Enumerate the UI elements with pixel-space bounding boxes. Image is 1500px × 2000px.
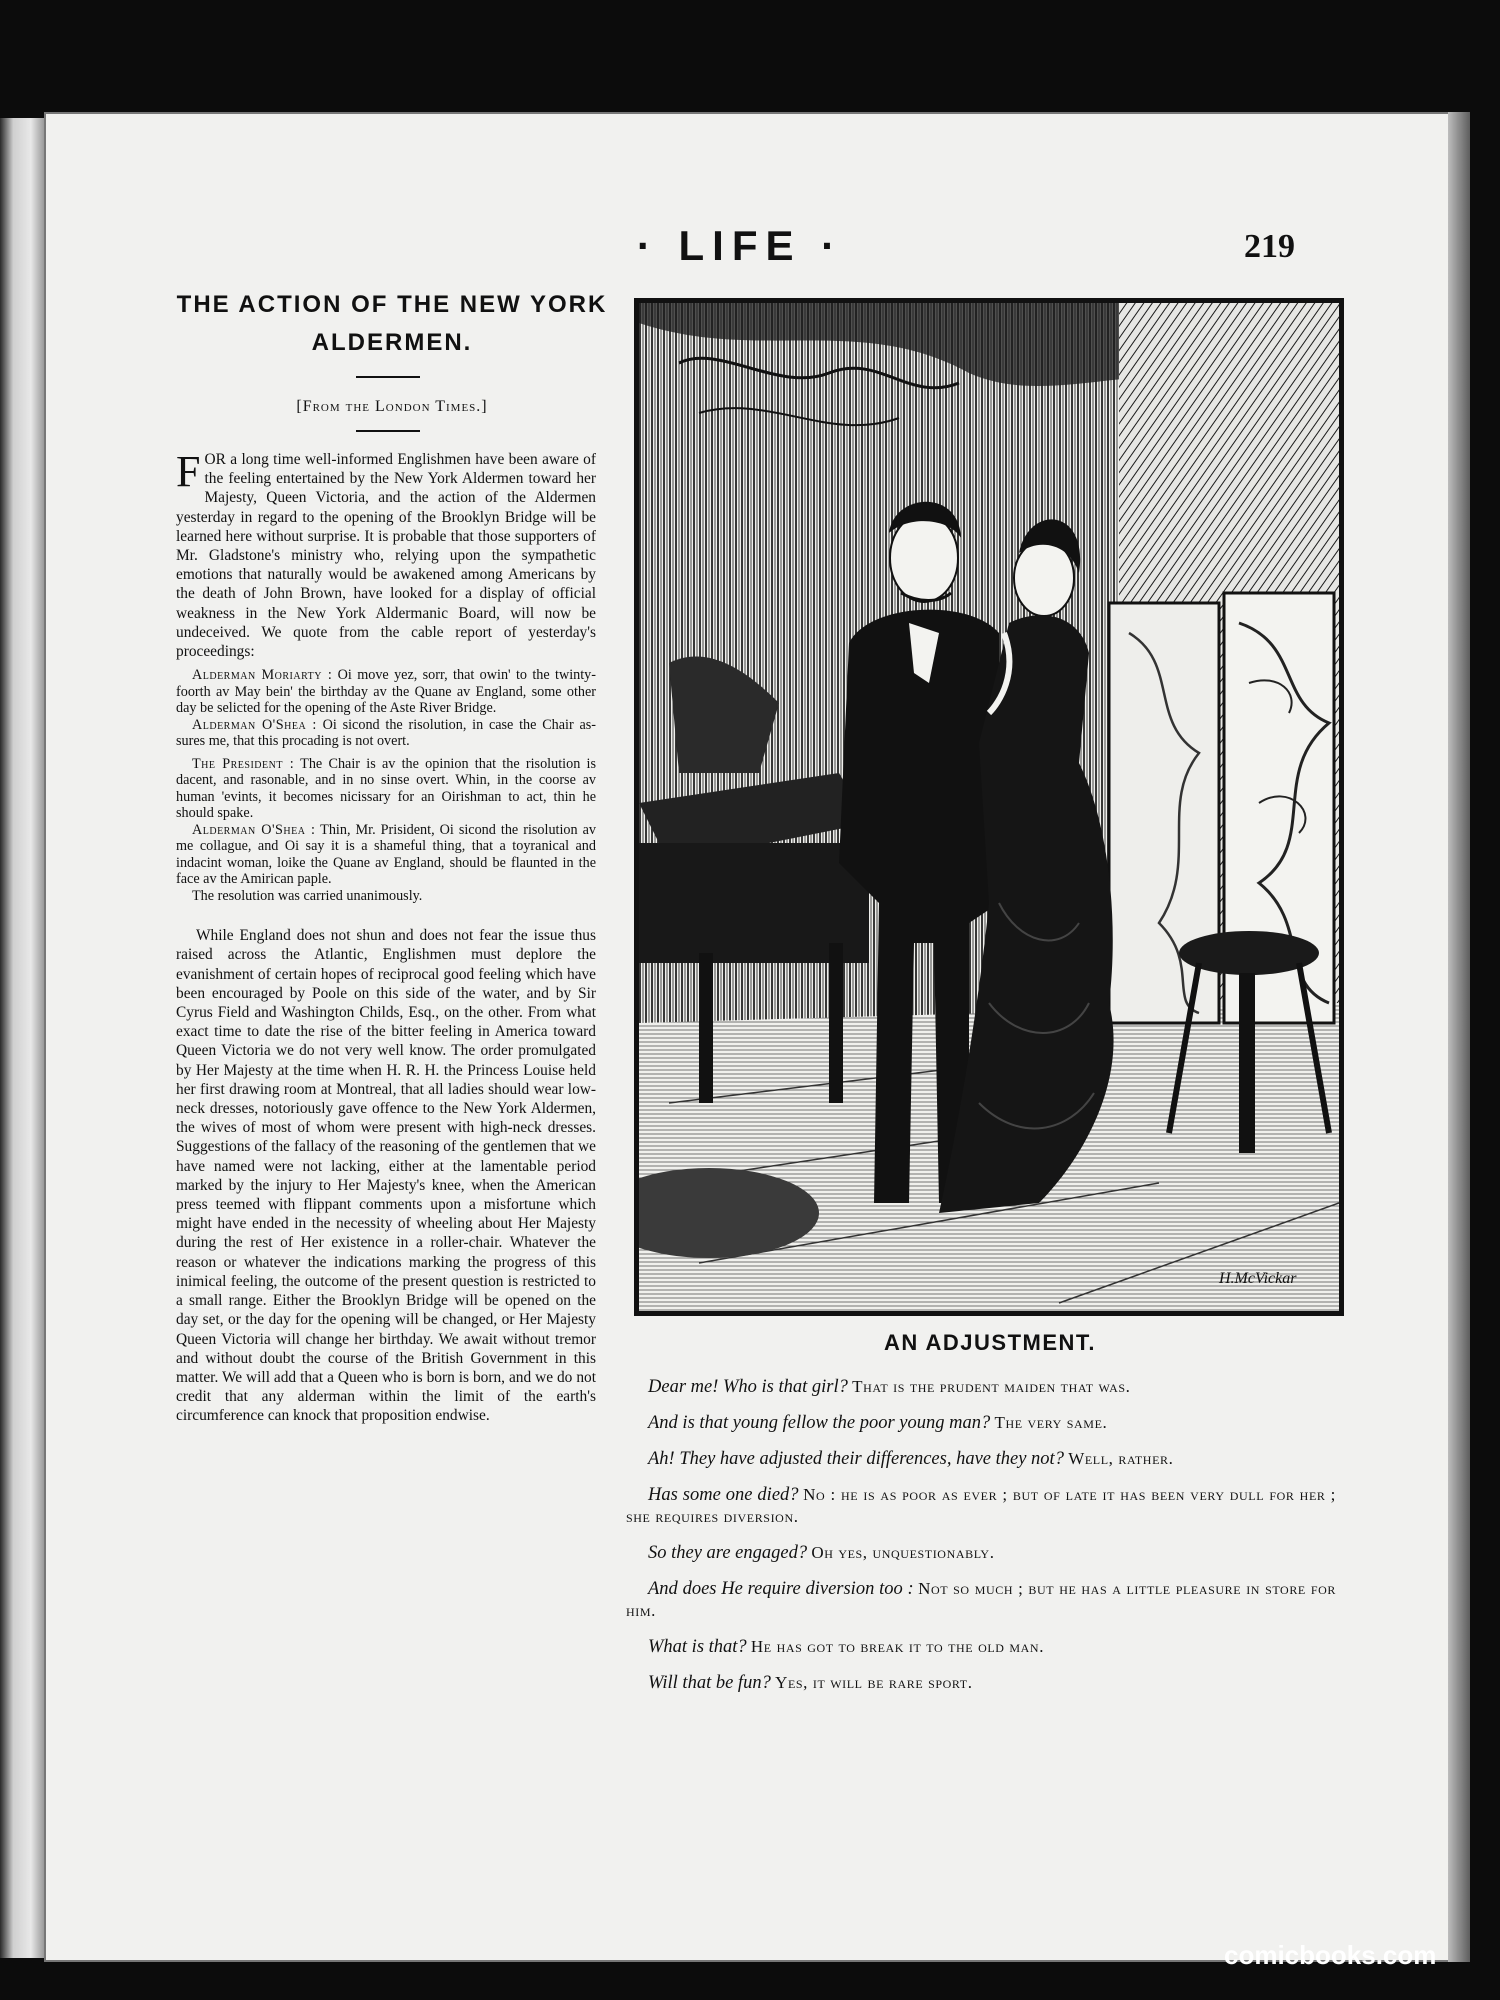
caption-question: And is that young fellow the poor young man?: [648, 1413, 991, 1433]
dialogue-line: [176, 756, 596, 822]
speaker: Alderman O'Shea :: [192, 716, 317, 733]
caption-answer: The very same.: [994, 1413, 1108, 1432]
speech: Thin, Mr. Prisident, Oi sicond the risolution av me collague, and Oi say it is a shameful thing, that a toyranical and indacint woman, loike the Quane av England, should be flaunted in the face av the Amirican paple.: [176, 821, 597, 888]
dialogue-block: [176, 667, 596, 904]
caption-answer: That is the prudent maiden that was.: [852, 1377, 1131, 1396]
artist-signature: H.McVickar: [1219, 1270, 1297, 1287]
site-watermark: comicbooks.com: [1224, 1940, 1437, 1970]
caption-question: What is that?: [648, 1637, 747, 1657]
page-number: 219: [1244, 228, 1295, 265]
caption-line: [626, 1484, 1336, 1528]
caption-question: Will that be fun?: [648, 1673, 771, 1693]
speech: The Chair is av the opinion that the risolution is dacent, and rasonable, and in no sinse overt. Whin, in the coorse av human 'evints, it becomes nicissary for an Oirishman to act, thin he should spake.: [176, 755, 596, 822]
caption-line: [626, 1448, 1336, 1470]
caption-question: Ah! They have adjusted their differences, have they not?: [648, 1449, 1064, 1469]
caption-question: So they are engaged?: [648, 1543, 808, 1563]
caption-line: [626, 1376, 1336, 1398]
speech: Oi move yez, sorr, that owin' to the twinty-foorth av May bein' the birthday av the Quane av England, some other day be selicted for the opening of the Aste River Bridge.: [176, 667, 597, 717]
intro-paragraph: [176, 447, 596, 661]
dialogue-line: [176, 888, 596, 905]
caption-answer: Oh yes, unquestionably.: [811, 1543, 995, 1562]
page-stack-edge: [1448, 112, 1470, 1962]
man-head: [890, 514, 958, 602]
dialogue-line: [176, 667, 596, 717]
caption-line: [626, 1636, 1336, 1658]
caption-question: Has some one died?: [648, 1485, 799, 1505]
left-page-edge: [0, 118, 44, 1958]
masthead: · LIFE ·: [636, 222, 844, 269]
dialogue-line: [176, 717, 596, 750]
drop-cap: F: [176, 447, 201, 496]
article-column: [176, 447, 597, 1426]
speaker: The President :: [192, 755, 295, 772]
engraving-illustration: [639, 303, 1339, 1311]
caption-answer: He has got to break it to the old man.: [750, 1637, 1045, 1656]
caption-question: Dear me! Who is that girl?: [648, 1377, 848, 1397]
illustration-panel: [634, 298, 1344, 1316]
caption-dialogue: [626, 1376, 1336, 1708]
intro-text: OR a long time well-informed Englishmen have been aware of the feeling entertained by the New York Aldermen toward her Majesty, Queen Victoria, and the action of the Aldermen yesterday in regard to the opening of the Brooklyn Bridge will be learned here without surprise. It is probable that those supporters of Mr. Gladstone's ministry who, relying upon the sympathetic emotions that naturally would be awakened among Americans by the death of John Brown, have looked for a display of official weakness in the New York Aldermanic Board, will now be undeceived. We quote from the cable report of yesterday's proceedings:: [176, 451, 596, 661]
source-rule: [356, 430, 420, 432]
caption-title: AN ADJUSTMENT.: [883, 1330, 1097, 1355]
title-rule: [356, 376, 420, 378]
caption-answer: Not so much ; but he has a little pleasure in store for him.: [626, 1579, 1336, 1620]
article-title: THE ACTION OF THE NEW YORK ALDERMEN.: [176, 291, 608, 356]
caption-answer: No : he is as poor as ever ; but of late it has been very dull for her ; she requires diversion.: [626, 1485, 1336, 1526]
speaker: Alderman O'Shea :: [192, 821, 316, 838]
body-paragraph: While England does not shun and does not fear the issue thus raised across the Atlantic, Englishmen must deplore the evanishment of certain hopes of reciprocal good feeling which have been encouraged by Poole on this side of the water, and by Sir Cyrus Field and Washington Childs, Esq., on the other. From what exact time to date the rise of the bitter feeling in America toward Queen Victoria we do not very well know. The order promulgated by Her Majesty at the time when H. R. H. the Princess Louise held her first drawing room at Montreal, that all ladies should wear low-neck dresses, notoriously gave offence to the New York Aldermen, the wives of most of whom were present with high-neck dresses. Suggestions of the fallacy of the reasoning of the gentlemen that we have named were not lacking, either at the lamentable period marked by the injury to Her Majesty's knee, when the American press teemed with flippant comments upon a misfortune which might have ended in the necessity of wheeling about Her Majesty during the rest of Her existence in a roller-chair. Whatever the reason or whatever the indications marking the progress of this inimical feeling, the outcome of the present question is restricted to a small range. Either the Brooklyn Bridge will be opened on the day set, or the day for the opening will be changed, or Her Majesty Queen Victoria will change her birthday. We await without tremor and without doubt the course of the British Government in this matter. We will add that a Queen who is born is born, and we do not credit that any alderman within the limit of the earth's circumference can knock that proposition endwise.: [176, 927, 596, 1425]
caption-line: [626, 1578, 1336, 1622]
speaker: Alderman Moriarty :: [192, 667, 333, 684]
caption-line: [626, 1412, 1336, 1434]
caption-question: And does He require diversion too :: [648, 1579, 914, 1599]
dialogue-line: [176, 822, 596, 888]
caption-answer: Yes, it will be rare sport.: [775, 1673, 973, 1692]
caption-line: [626, 1672, 1336, 1694]
speech: Oi sicond the risolution, in case the Chair as-sures me, that this procading is not overt.: [176, 716, 597, 750]
source-text: [From the London Times.]: [296, 398, 488, 415]
caption-line: [626, 1542, 1336, 1564]
caption-answer: Well, rather.: [1068, 1449, 1174, 1468]
speech: The resolution was carried unanimously.: [192, 887, 423, 904]
article-source: [172, 398, 612, 416]
